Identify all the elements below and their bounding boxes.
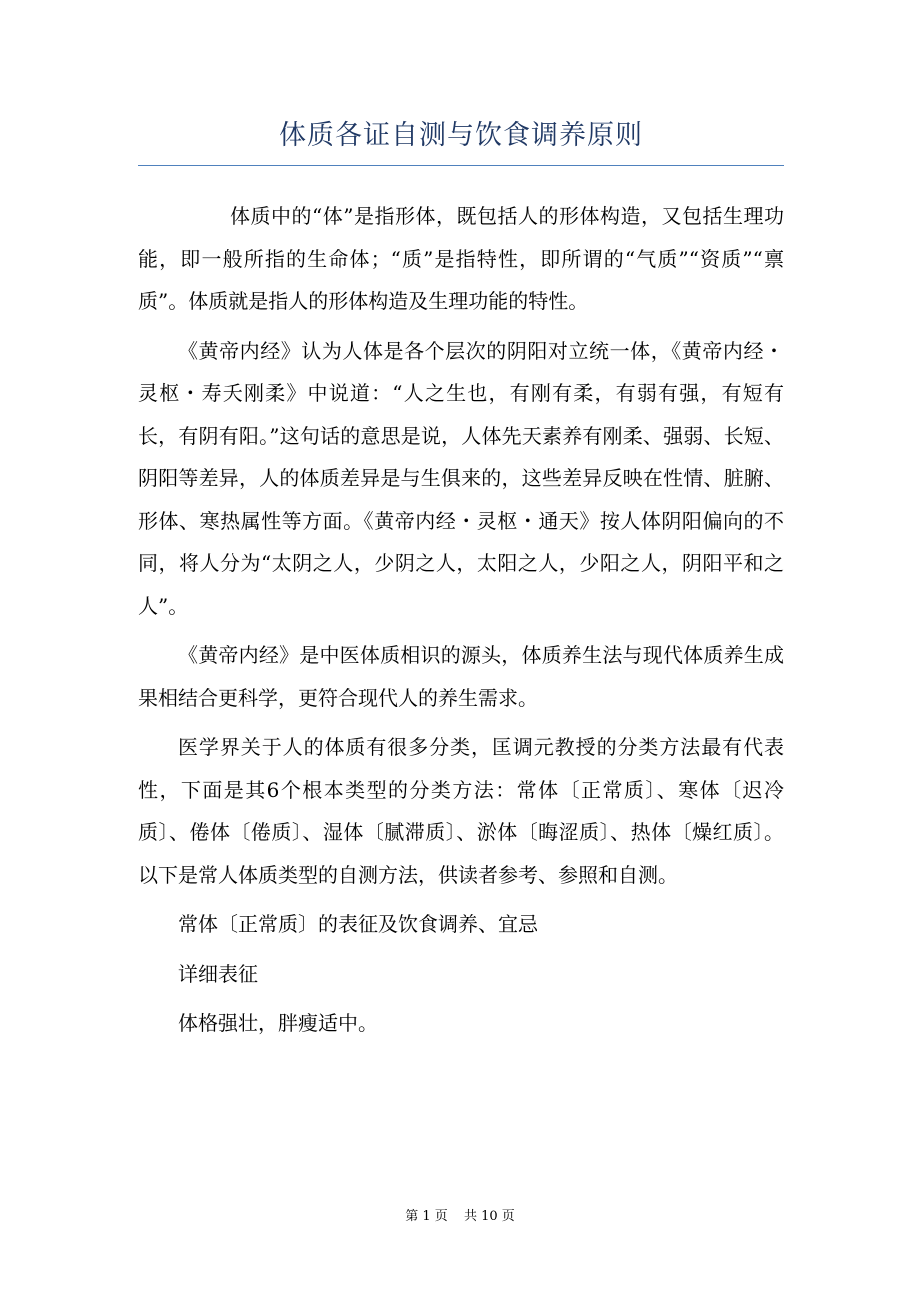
paragraph-classification: 医学界关于人的体质有很多分类，匡调元教授的分类方法最有代表性，下面是其6个根本类型的分类方法：常体〔正常质〕、寒体〔迟冷质〕、倦体〔倦质〕、湿体〔腻滞质〕、淤体〔晦涩质〕、热体〔燥红质〕。以下是常人体质类型的自测方法，供读者参考、参照和自测。 xyxy=(138,735,784,887)
page-number: 第 1 页 xyxy=(405,1209,448,1224)
page-footer xyxy=(0,1208,920,1226)
sub-heading: 详细表征 xyxy=(178,961,258,986)
section-heading: 常体〔正常质〕的表征及饮食调养、宜忌 xyxy=(178,912,538,936)
page-total: 共 10 页 xyxy=(463,1209,515,1224)
document-title: 体质各证自测与饮食调养原则 xyxy=(279,120,643,151)
paragraph-huangdi-neijing: 《黄帝内经》认为人体是各个层次的阴阳对立统一体，《黄帝内经・灵枢・寿夭刚柔》中说道：“人之生也，有刚有柔，有弱有强，有短有长，有阴有阳。”这句话的意思是说，人体先天素养有刚柔、强弱、长短、阴阳等差异，人的体质差异是与生俱来的，这些差异反映在性情、脏腑、形体、寒热属性等方面。《黄帝内经・灵枢・通天》按人体阴阳偏向的不同，将人分为“太阴之人，少阴之人，太阳之人，少阳之人，阴阳平和之人”。 xyxy=(138,338,784,618)
title-underline-rule xyxy=(138,165,784,166)
paragraph-source: 《黄帝内经》是中医体质相识的源头，体质养生法与现代体质养生成果相结合更科学，更符合现代人的养生需求。 xyxy=(138,643,784,710)
document-body xyxy=(138,195,784,1052)
detail-line: 体格强壮，胖瘦适中。 xyxy=(178,1011,378,1035)
paragraph-definition: 体质中的“体”是指形体，既包括人的形体构造，又包括生理功能，即一般所指的生命体；“质”是指特性，即所谓的“气质”“资质”“禀质”。体质就是指人的形体构造及生理功能的特性。 xyxy=(138,204,784,313)
